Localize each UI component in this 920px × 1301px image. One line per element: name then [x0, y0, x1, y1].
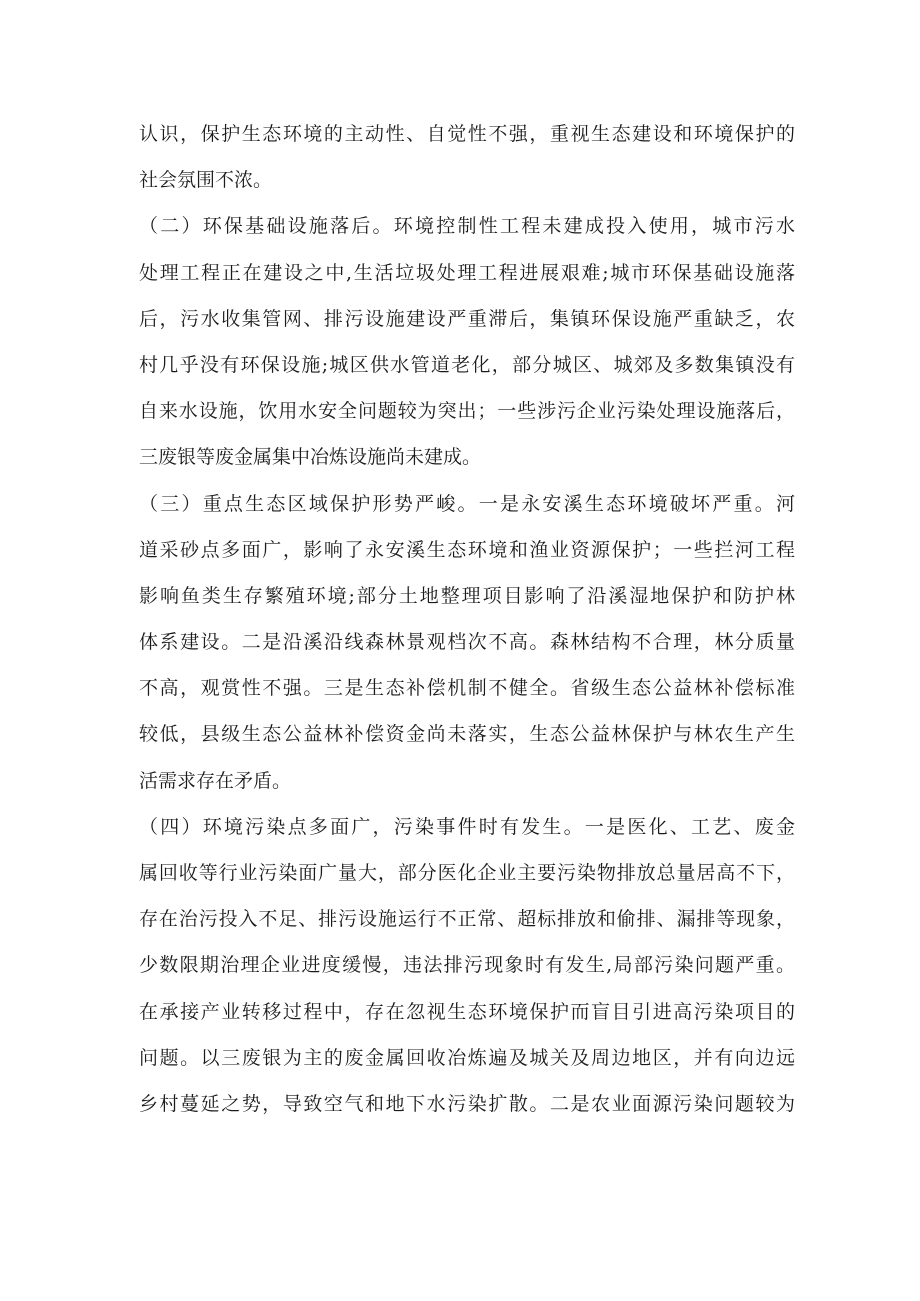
paragraph-heading-line: （二）环保基础设施落后。环境控制性工程未建成投入使用，城市污水 [139, 215, 795, 238]
text-line: 少数限期治理企业进度缓慢，违法排污现象时有发生,局部污染问题严重。 [139, 954, 795, 977]
text-line: 社会氛围不浓。 [139, 169, 273, 192]
text-line: 较低，县级生态公益林补偿资金尚未落实，生态公益林保护与林农生产生 [139, 723, 795, 746]
text-line: 三废银等废金属集中冶炼设施尚未建成。 [139, 446, 482, 469]
text-line: 在承接产业转移过程中，存在忽视生态环境保护而盲目引进高污染项目的 [139, 1000, 795, 1023]
text-line: 乡村蔓延之势，导致空气和地下水污染扩散。二是农业面源污染问题较为 [139, 1092, 795, 1115]
text-line: 后，污水收集管网、排污设施建设严重滞后，集镇环保设施严重缺乏，农 [139, 307, 795, 330]
text-line: 道采砂点多面广，影响了永安溪生态环境和渔业资源保护；一些拦河工程 [139, 538, 795, 561]
text-line: 自来水设施，饮用水安全问题较为突出；一些涉污企业污染处理设施落后， [139, 400, 795, 423]
text-line: 体系建设。二是沿溪沿线森林景观档次不高。森林结构不合理，林分质量 [139, 631, 795, 654]
text-line: 问题。以三废银为主的废金属回收冶炼遍及城关及周边地区，并有向边远 [139, 1046, 795, 1069]
text-line: 不高，观赏性不强。三是生态补偿机制不健全。省级生态公益林补偿标准 [139, 677, 795, 700]
text-line: 影响鱼类生存繁殖环境;部分土地整理项目影响了沿溪湿地保护和防护林 [139, 584, 795, 607]
paragraph-heading-line: （四）环境污染点多面广，污染事件时有发生。一是医化、工艺、废金 [139, 815, 795, 838]
text-line: 处理工程正在建设之中,生活垃圾处理工程进展艰难;城市环保基础设施落 [139, 261, 795, 284]
text-line: 存在治污投入不足、排污设施运行不正常、超标排放和偷排、漏排等现象， [139, 908, 795, 931]
text-line: 认识，保护生态环境的主动性、自觉性不强，重视生态建设和环境保护的 [139, 123, 795, 145]
text-line: 属回收等行业污染面广量大，部分医化企业主要污染物排放总量居高不下， [139, 862, 795, 884]
document-body [139, 111, 795, 1127]
paragraph-heading-line: （三）重点生态区域保护形势严峻。一是永安溪生态环境破坏严重。河 [139, 492, 795, 515]
text-line: 村几乎没有环保设施;城区供水管道老化，部分城区、城郊及多数集镇没有 [139, 353, 795, 376]
text-line: 活需求存在矛盾。 [139, 769, 292, 792]
